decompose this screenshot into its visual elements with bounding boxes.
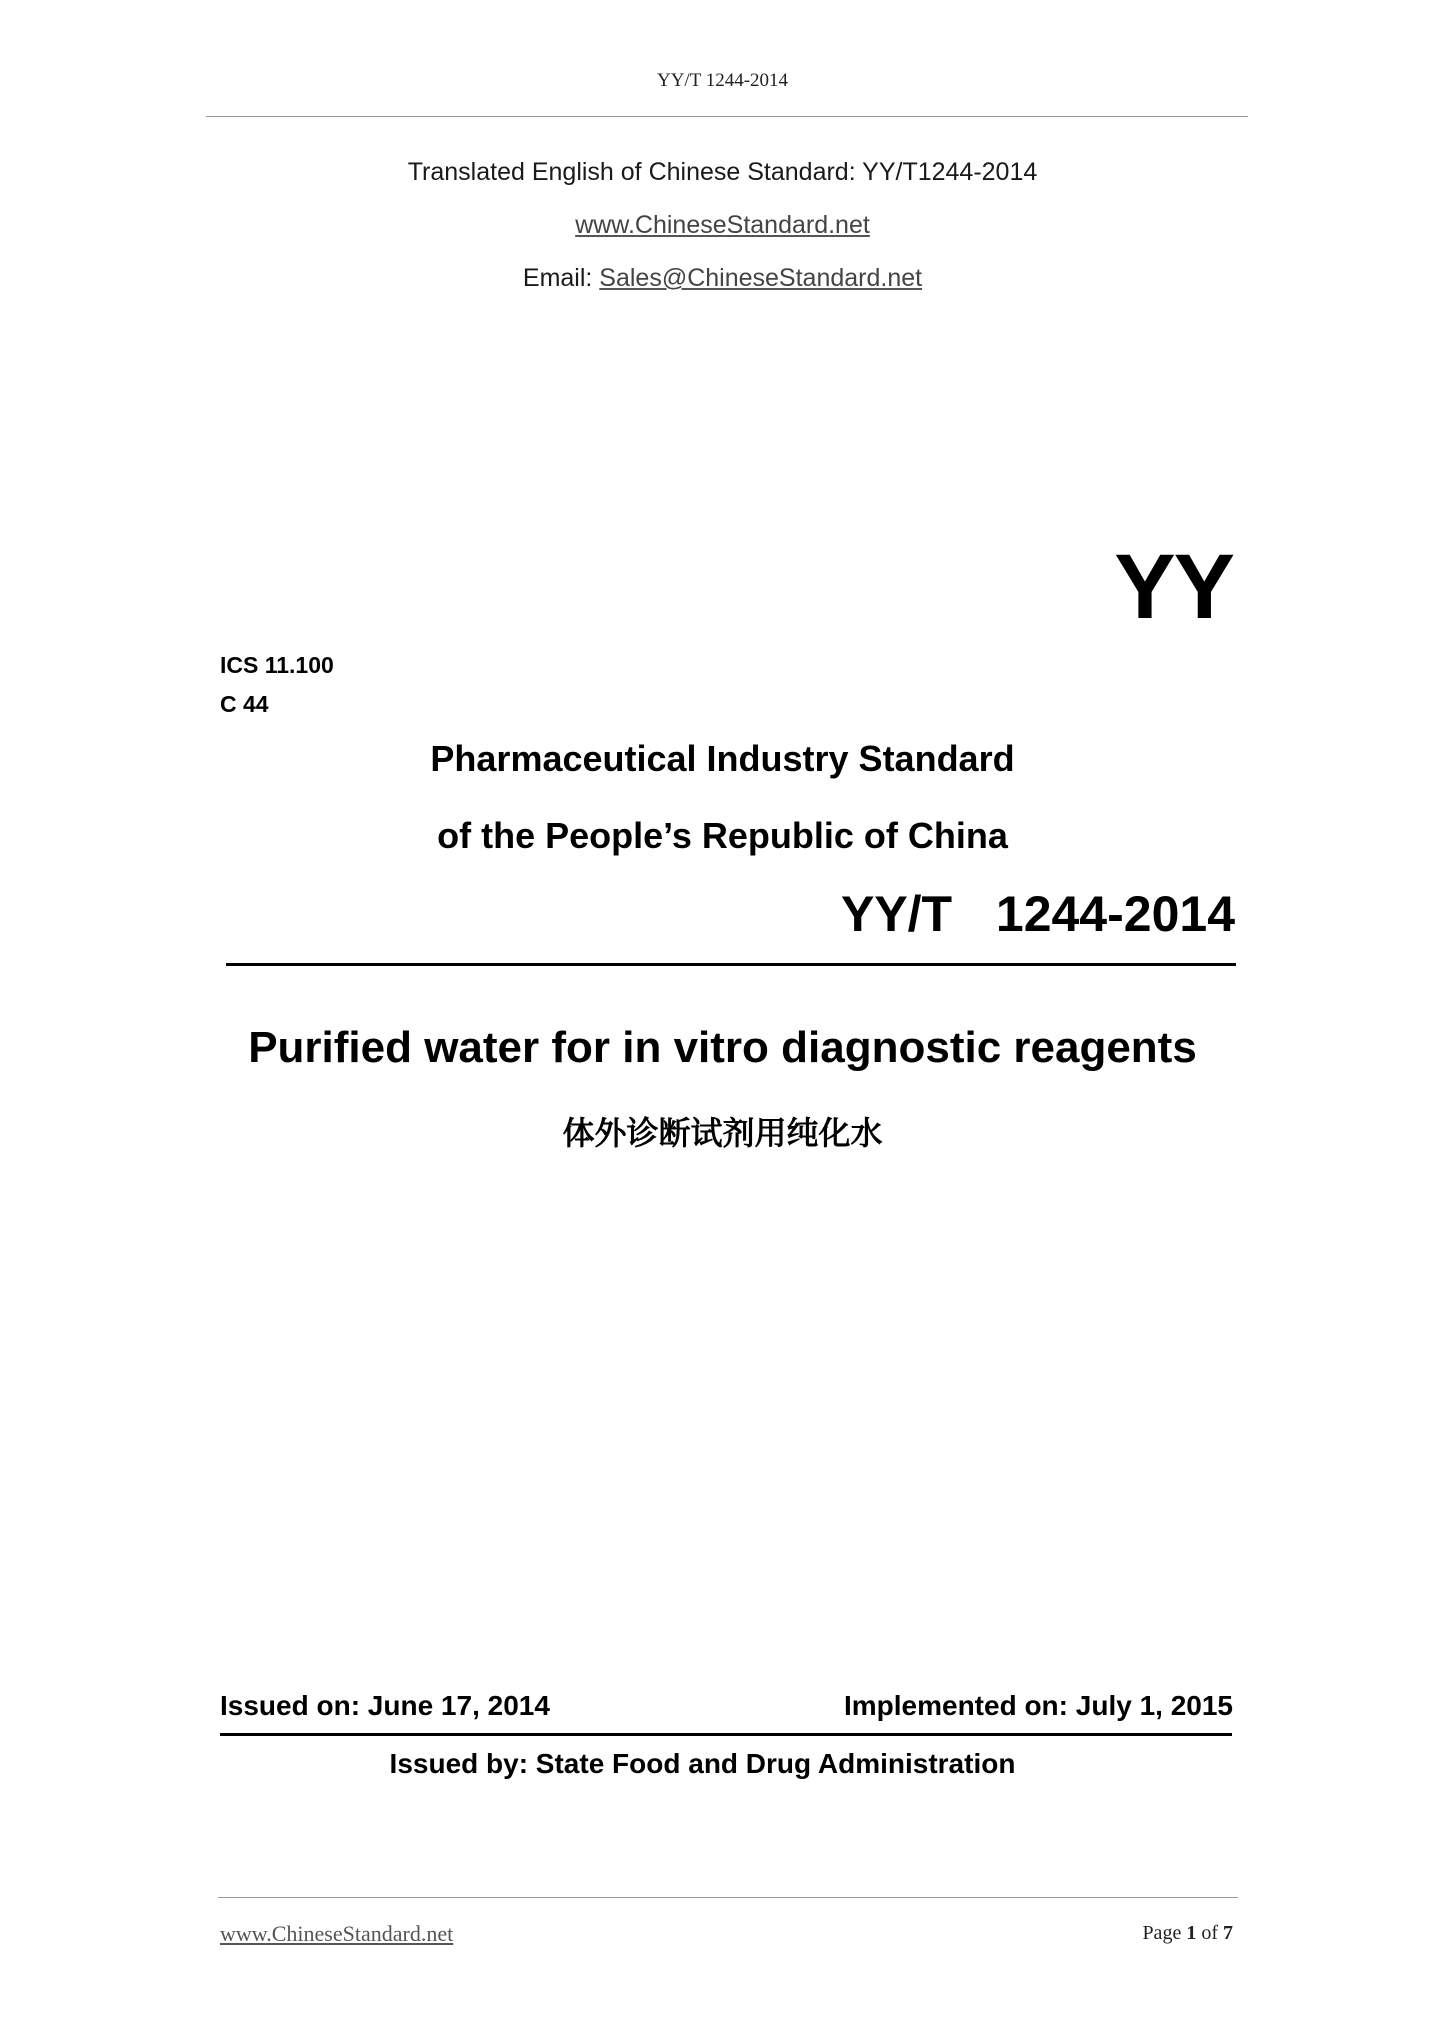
issued-on-date: Issued on: June 17, 2014 bbox=[220, 1690, 550, 1721]
footer-website-link[interactable]: www.ChineseStandard.net bbox=[220, 1921, 454, 1946]
header-divider bbox=[206, 116, 1248, 117]
running-header: YY/T 1244-2014 bbox=[656, 70, 789, 91]
standard-title-line2: of the People’s Republic of China bbox=[437, 815, 1008, 856]
standard-title-line1: Pharmaceutical Industry Standard bbox=[430, 738, 1015, 779]
website-line bbox=[0, 211, 1445, 240]
email-label: Email: bbox=[522, 264, 600, 292]
standard-number: YY/T 1244-2014 bbox=[840, 886, 1235, 942]
page-current: 1 bbox=[1186, 1922, 1197, 1944]
email-line bbox=[0, 264, 1445, 293]
page-of: of bbox=[1196, 1922, 1223, 1944]
page-total: 7 bbox=[1223, 1922, 1233, 1944]
website-link[interactable]: www.ChineseStandard.net bbox=[575, 211, 870, 239]
document-title-cn: 体外诊断试剂用纯化水 bbox=[562, 1114, 883, 1152]
ccs-code: C 44 bbox=[220, 691, 269, 717]
page-number bbox=[1142, 1922, 1233, 1945]
page-label: Page bbox=[1142, 1922, 1187, 1944]
dates-divider bbox=[220, 1733, 1232, 1736]
translated-notice: Translated English of Chinese Standard: YY/T1244-2014 bbox=[407, 158, 1038, 186]
implemented-on-date: Implemented on: July 1, 2015 bbox=[843, 1690, 1233, 1721]
footer-divider bbox=[218, 1897, 1238, 1898]
document-title-en: Purified water for in vitro diagnostic reagents bbox=[248, 1023, 1197, 1072]
ics-code: ICS 11.100 bbox=[220, 652, 334, 678]
issuing-authority: Issued by: State Food and Drug Administration bbox=[389, 1748, 1016, 1779]
series-mark: YY bbox=[1114, 536, 1233, 638]
email-link[interactable]: Sales@ChineseStandard.net bbox=[599, 264, 923, 292]
title-divider bbox=[226, 963, 1236, 966]
